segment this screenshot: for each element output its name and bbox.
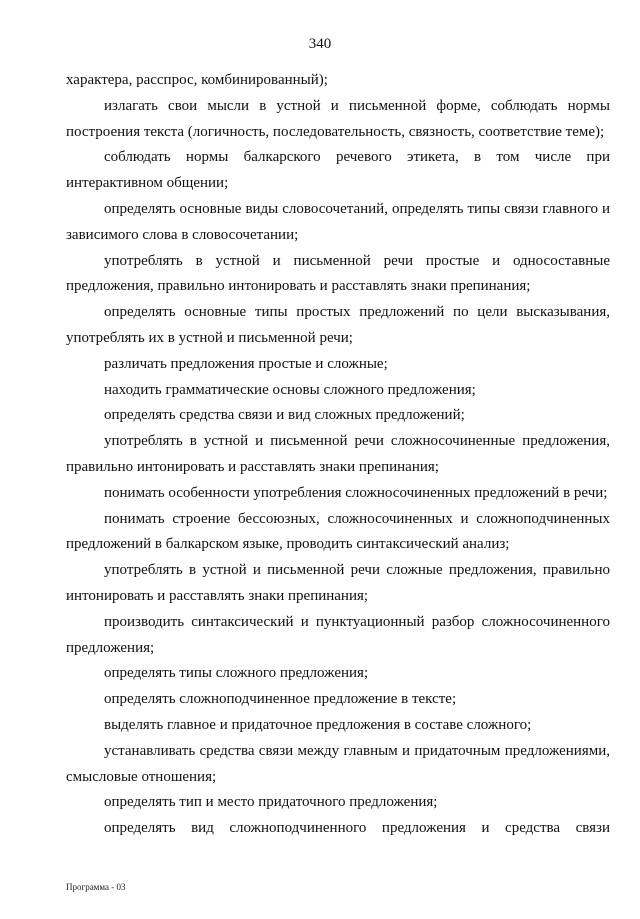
paragraph: производить синтаксический и пунктуационный разбор сложносочиненного предложения; [66,613,610,656]
paragraph: выделять главное и придаточное предложения в составе сложного; [104,716,532,733]
paragraph: определять тип и место придаточного предложения; [104,794,438,811]
paragraph: различать предложения простые и сложные; [104,355,388,372]
document-body [66,68,610,842]
paragraph: понимать строение бессоюзных, сложносочиненных и сложноподчиненных предложений в балкарском языке, проводить синтаксический анализ; [66,510,610,553]
paragraph: употреблять в устной и письменной речи простые и односоставные предложения, правильно интонировать и расставлять знаки препинания; [66,252,610,295]
paragraph: употреблять в устной и письменной речи сложносочиненные предложения, правильно интонировать и расставлять знаки препинания; [66,433,610,475]
paragraph: определять основные виды словосочетаний, определять типы связи главного и зависимого слова в словосочетании; [66,200,610,243]
paragraph: находить грамматические основы сложного предложения; [104,381,476,398]
paragraph: определять вид сложноподчиненного предложения и средства связи [104,820,610,837]
paragraph: излагать свои мысли в устной и письменной форме, соблюдать нормы построения текста (логичность, последовательность, связность, соответствие теме); [66,97,610,140]
paragraph: употреблять в устной и письменной речи сложные предложения, правильно интонировать и расставлять знаки препинания; [66,562,610,604]
page-number: 340 [308,36,332,52]
paragraph: определять средства связи и вид сложных предложений; [104,407,465,424]
paragraph: определять сложноподчиненное предложение в тексте; [104,691,457,708]
paragraph: определять основные типы простых предложений по цели высказывания, употреблять их в устной и письменной речи; [66,304,610,346]
paragraph: понимать особенности употребления сложносочиненных предложений в речи; [104,484,608,501]
paragraph: определять типы сложного предложения; [104,665,369,682]
paragraph: устанавливать средства связи между главным и придаточным предложениями, смысловые отношения; [66,742,610,785]
paragraph: соблюдать нормы балкарского речевого этикета, в том числе при интерактивном общении; [66,149,610,192]
paragraph: характера, расспрос, комбинированный); [66,72,328,88]
footer-label: Программа - 03 [66,882,126,892]
